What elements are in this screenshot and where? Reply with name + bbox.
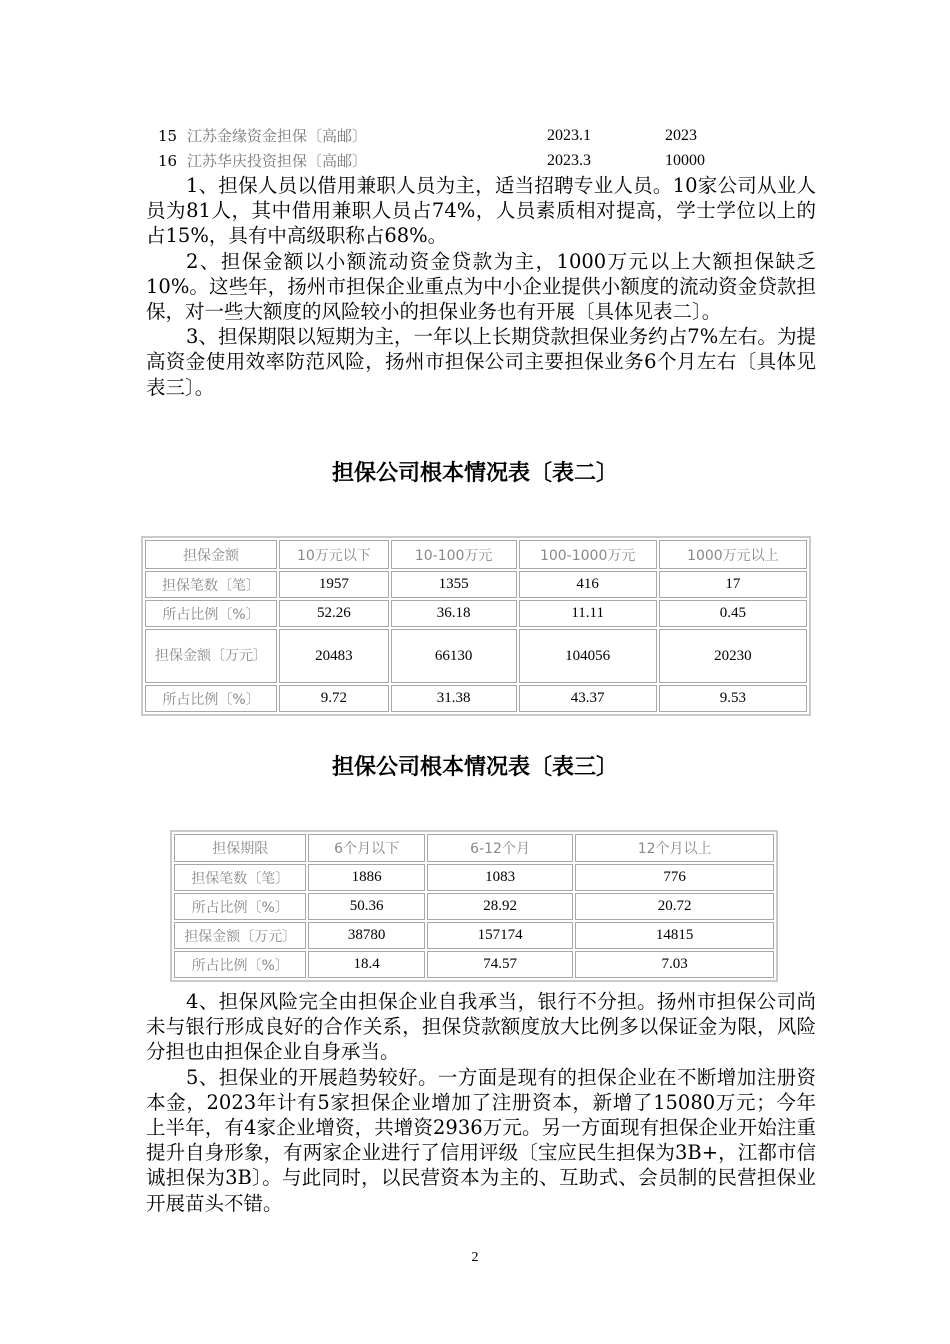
header-cell: 6-12个月 [427, 834, 573, 862]
table-cell: 20483 [279, 629, 389, 683]
header-cell: 担保期限 [174, 834, 306, 862]
table-row [145, 629, 807, 683]
table-cell: 28.92 [427, 893, 573, 920]
table-row [174, 922, 774, 949]
header-cell: 10-100万元 [391, 540, 517, 569]
table-cell: 20.72 [575, 893, 774, 920]
table-cell: 14815 [575, 922, 774, 949]
table-row [174, 893, 774, 920]
table-cell: 416 [519, 571, 657, 598]
row-amount: 10000 [665, 152, 705, 169]
table-header-row [145, 540, 807, 569]
table-cell: 43.37 [519, 685, 657, 712]
row-label: 所占比例〔%〕 [145, 685, 277, 712]
row-date: 2023.1 [547, 127, 591, 144]
table-cell: 9.72 [279, 685, 389, 712]
table-cell: 66130 [391, 629, 517, 683]
table-header-row [174, 834, 774, 862]
header-cell: 12个月以上 [575, 834, 774, 862]
table-row [145, 571, 807, 598]
table-cell: 1886 [308, 864, 424, 891]
header-cell: 1000万元以上 [659, 540, 807, 569]
table-cell: 776 [575, 864, 774, 891]
table-cell: 74.57 [427, 951, 573, 978]
table-row [145, 600, 807, 627]
table-cell: 9.53 [659, 685, 807, 712]
body-text-section-a [146, 173, 816, 400]
table-cell: 0.45 [659, 600, 807, 627]
paragraph: 3、担保期限以短期为主，一年以上长期贷款担保业务约占7%左右。为提高资金使用效率防范风险，扬州市担保公司主要担保业务6个月左右〔具体见表三〕。 [146, 325, 816, 399]
body-text-section-b [146, 989, 816, 1216]
header-cell: 6个月以下 [308, 834, 424, 862]
table-cell: 11.11 [519, 600, 657, 627]
table-cell: 1083 [427, 864, 573, 891]
row-label: 担保笔数〔笔〕 [145, 571, 277, 598]
table3 [170, 830, 778, 982]
row-label: 所占比例〔%〕 [174, 893, 306, 920]
table-cell: 1355 [391, 571, 517, 598]
table-cell: 7.03 [575, 951, 774, 978]
table-cell: 157174 [427, 922, 573, 949]
paragraph: 5、担保业的开展趋势较好。一方面是现有的担保企业在不断增加注册资本金，2023年计有5家担保企业增加了注册资本，新增了15080万元；今年上半年，有4家企业增资，共增资2936万元。另一方面现有担保企业开始注重提升自身形象，有两家企业进行了信用评级〔宝应民生担保为3B+，江都市信诚担保为3B〕。与此同时，以民营资本为主的、互助式、会员制的民营担保业开展苗头不错。 [146, 1065, 816, 1215]
table-cell: 1957 [279, 571, 389, 598]
table-row [174, 864, 774, 891]
table-cell: 31.38 [391, 685, 517, 712]
row-label: 所占比例〔%〕 [145, 600, 277, 627]
header-cell: 担保金额 [145, 540, 277, 569]
paragraph: 2、担保金额以小额流动资金贷款为主，1000万元以上大额担保缺乏10%。这些年，扬州市担保企业重点为中小企业提供小额度的流动资金贷款担保，对一些大额度的风险较小的担保业务也有开展〔具体见表二〕。 [146, 249, 816, 324]
company-name: 江苏金缘资金担保〔高邮〕 [187, 127, 368, 145]
table2-title: 担保公司根本情况表〔表二〕 [331, 461, 618, 486]
table-row [145, 685, 807, 712]
table-cell: 18.4 [308, 951, 424, 978]
paragraph: 4、担保风险完全由担保企业自我承当，银行不分担。扬州市担保公司尚未与银行形成良好的合作关系，担保贷款额度放大比例多以保证金为限，风险分担也由担保企业自身承当。 [146, 990, 816, 1064]
table-cell: 36.18 [391, 600, 517, 627]
row-label: 所占比例〔%〕 [174, 951, 306, 978]
table-cell: 38780 [308, 922, 424, 949]
row-number: 16 [158, 152, 178, 170]
table-cell: 17 [659, 571, 807, 598]
table-cell: 104056 [519, 629, 657, 683]
table-cell: 20230 [659, 629, 807, 683]
row-date: 2023.3 [547, 152, 591, 169]
table-cell: 52.26 [279, 600, 389, 627]
paragraph: 1、担保人员以借用兼职人员为主，适当招聘专业人员。10家公司从业人员为81人，其中借用兼职人员占74%，人员素质相对提高，学士学位以上的占15%，具有中高级职称占68%。 [146, 174, 816, 248]
row-number: 15 [158, 127, 178, 145]
page-number: 2 [471, 1250, 479, 1265]
table-cell: 50.36 [308, 893, 424, 920]
table-row [174, 951, 774, 978]
table3-title: 担保公司根本情况表〔表三〕 [331, 755, 618, 780]
company-name: 江苏华庆投资担保〔高邮〕 [187, 152, 368, 170]
row-label: 担保笔数〔笔〕 [174, 864, 306, 891]
header-cell: 10万元以下 [279, 540, 389, 569]
row-label: 担保金额〔万元〕 [145, 629, 277, 683]
row-amount: 2023 [665, 127, 697, 144]
row-label: 担保金额〔万元〕 [174, 922, 306, 949]
header-cell: 100-1000万元 [519, 540, 657, 569]
table2 [141, 536, 811, 716]
